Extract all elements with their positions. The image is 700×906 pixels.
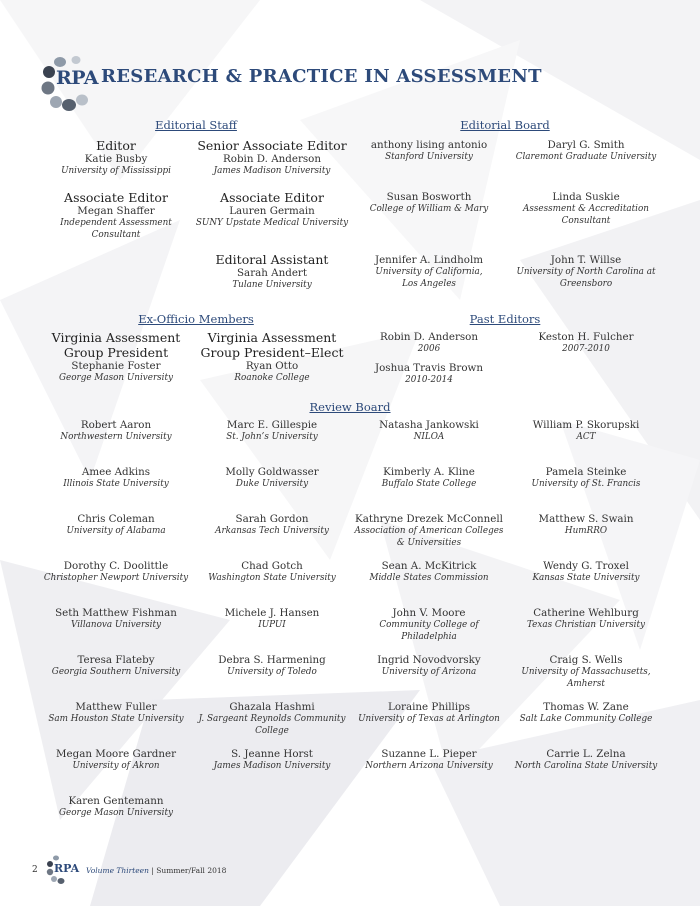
review-board-name: Craig S. Wells — [549, 654, 623, 666]
staff-name: Katie Busby — [84, 153, 148, 165]
review-board-affiliation: George Mason University — [59, 808, 173, 818]
review-board-name: Natasha Jankowski — [379, 419, 479, 431]
review-board-affiliation: Kansas State University — [532, 573, 640, 583]
review-board-name: Wendy G. Troxel — [543, 560, 629, 572]
board-name: Jennifer A. Lindholm — [374, 254, 484, 266]
review-board-name: Karen Gentemann — [68, 795, 164, 807]
review-board-entry — [354, 466, 504, 491]
review-board-entry — [354, 419, 504, 444]
staff-role: Editor — [96, 138, 136, 153]
review-board-entry — [41, 560, 191, 585]
board-entry — [516, 254, 656, 290]
staff-name: Megan Shaffer — [77, 205, 155, 217]
board-entry — [354, 139, 504, 164]
review-board-entry — [354, 513, 504, 549]
review-board-affiliation: James Madison University — [213, 761, 331, 771]
review-board-name: Seth Matthew Fishman — [55, 607, 177, 619]
staff-affiliation: Independent Assessment Consultant — [60, 218, 172, 240]
review-board-entry — [41, 795, 191, 820]
review-board-affiliation: St. John’s University — [226, 432, 318, 442]
ex-officio-entry — [197, 330, 347, 385]
staff-entry — [46, 190, 186, 241]
board-affiliation: College of William & Mary — [369, 204, 489, 214]
review-board-entry — [41, 701, 191, 726]
review-board-entry — [511, 466, 661, 491]
review-board-affiliation: Sam Houston State University — [48, 714, 184, 724]
past-editor-entry — [511, 331, 661, 356]
review-board-entry — [197, 654, 347, 679]
heading-editorial-staff: Editorial Staff — [155, 118, 237, 132]
review-board-affiliation: Villanova University — [71, 620, 161, 630]
review-board-affiliation: Buffalo State College — [381, 479, 477, 489]
past-editor-name: Keston H. Fulcher — [538, 331, 634, 343]
board-affiliation: Claremont Graduate University — [515, 152, 657, 162]
issue-info — [86, 866, 226, 875]
review-board-affiliation: Arkansas Tech University — [215, 526, 329, 536]
staff-entry — [41, 138, 191, 178]
footer-logo-text: RPA — [54, 862, 80, 875]
past-editor-name: Robin D. Anderson — [380, 331, 478, 343]
review-board-affiliation: Georgia Southern University — [51, 667, 181, 677]
staff-name: Lauren Germain — [229, 205, 315, 217]
review-board-entry — [41, 466, 191, 491]
past-editor-entry — [354, 362, 504, 387]
review-board-affiliation: Illinois State University — [63, 479, 169, 489]
review-board-name: John V. Moore — [392, 607, 466, 619]
board-name: Linda Suskie — [552, 191, 620, 203]
staff-affiliation: SUNY Upstate Medical University — [195, 218, 349, 228]
review-board-entry — [197, 748, 347, 773]
review-board-entry — [197, 513, 347, 538]
volume-label: Volume Thirteen — [86, 866, 149, 875]
review-board-affiliation: NILOA — [413, 432, 445, 442]
review-board-entry — [41, 607, 191, 632]
review-board-name: Kimberly A. Kline — [383, 466, 475, 478]
heading-review-board: Review Board — [309, 400, 391, 414]
board-entry — [354, 191, 504, 216]
past-editor-years: 2007-2010 — [562, 344, 610, 354]
review-board-affiliation: Community College of Philadelphia — [379, 620, 479, 642]
review-board-entry — [41, 513, 191, 538]
heading-past-editors: Past Editors — [469, 312, 541, 326]
review-board-name: Dorothy C. Doolittle — [63, 560, 169, 572]
board-affiliation: Assessment & Accreditation Consultant — [523, 204, 649, 226]
review-board-entry — [354, 607, 504, 643]
review-board-name: Thomas W. Zane — [543, 701, 629, 713]
review-board-name: Ghazala Hashmi — [229, 701, 315, 713]
review-board-name: Megan Moore Gardner — [55, 748, 177, 760]
review-board-affiliation: Duke University — [235, 479, 309, 489]
review-board-affiliation: University of St. Francis — [531, 479, 641, 489]
review-board-entry — [511, 419, 661, 444]
review-board-affiliation: HumRRO — [564, 526, 608, 536]
review-board-name: Sarah Gordon — [235, 513, 309, 525]
review-board-affiliation: University of Akron — [72, 761, 160, 771]
review-board-name: S. Jeanne Horst — [231, 748, 313, 760]
review-board-name: Amee Adkins — [81, 466, 151, 478]
review-board-entry — [197, 607, 347, 632]
ex-officio-affiliation: George Mason University — [59, 373, 173, 383]
review-board-entry — [511, 701, 661, 726]
review-board-entry — [511, 654, 661, 690]
staff-entry — [192, 138, 352, 178]
review-board-name: Loraine Phillips — [388, 701, 470, 713]
staff-name: Sarah Andert — [237, 267, 307, 279]
review-board-affiliation: IUPUI — [258, 620, 286, 630]
review-board-affiliation: University of Toledo — [227, 667, 317, 677]
review-board-affiliation: Northwestern University — [60, 432, 172, 442]
review-board-affiliation: North Carolina State University — [514, 761, 658, 771]
review-board-affiliation: University of Texas at Arlington — [358, 714, 500, 724]
ex-officio-role: Virginia Assessment Group President–Elect — [200, 330, 344, 360]
review-board-name: Sean A. McKitrick — [381, 560, 477, 572]
review-board-name: Molly Goldwasser — [225, 466, 319, 478]
staff-entry — [192, 252, 352, 292]
review-board-name: Robert Aaron — [80, 419, 152, 431]
logo-text: RPA — [56, 67, 98, 89]
review-board-entry — [197, 701, 347, 737]
review-board-name: Michele J. Hansen — [224, 607, 320, 619]
staff-affiliation: Tulane University — [232, 280, 312, 290]
ex-officio-entry — [41, 330, 191, 385]
review-board-entry — [354, 560, 504, 585]
review-board-affiliation: Association of American Colleges & Universities — [354, 526, 504, 548]
review-board-affiliation: Salt Lake Community College — [519, 714, 653, 724]
review-board-entry — [354, 748, 504, 773]
review-board-entry — [197, 560, 347, 585]
review-board-name: Chris Coleman — [77, 513, 155, 525]
review-board-name: Suzanne L. Pieper — [381, 748, 477, 760]
review-board-entry — [41, 654, 191, 679]
past-editor-name: Joshua Travis Brown — [374, 362, 484, 374]
review-board-affiliation: University of Alabama — [66, 526, 166, 536]
review-board-name: Ingrid Novodvorsky — [377, 654, 481, 666]
review-board-affiliation: Middle States Commission — [369, 573, 489, 583]
review-board-entry — [511, 560, 661, 585]
ex-officio-name: Stephanie Foster — [71, 360, 161, 372]
review-board-name: Teresa Flateby — [77, 654, 155, 666]
review-board-name: Matthew S. Swain — [538, 513, 634, 525]
review-board-affiliation: University of Arizona — [381, 667, 477, 677]
board-entry — [516, 191, 656, 227]
review-board-entry — [511, 607, 661, 632]
heading-editorial-board: Editorial Board — [460, 118, 550, 132]
review-board-affiliation: Washington State University — [208, 573, 336, 583]
review-board-affiliation: Northern Arizona University — [365, 761, 493, 771]
review-board-name: Matthew Fuller — [75, 701, 157, 713]
past-editor-years: 2010-2014 — [405, 375, 453, 385]
review-board-entry — [41, 419, 191, 444]
review-board-entry — [354, 701, 504, 726]
review-board-affiliation: ACT — [576, 432, 596, 442]
staff-role: Associate Editor — [220, 190, 324, 205]
review-board-affiliation: University of Massachusetts, Amherst — [521, 667, 651, 689]
review-board-entry — [197, 419, 347, 444]
review-board-entry — [41, 748, 191, 773]
past-editor-years: 2006 — [417, 344, 441, 354]
board-name: anthony lising antonio — [370, 139, 488, 151]
staff-name: Robin D. Anderson — [223, 153, 321, 165]
heading-ex-officio: Ex-Officio Members — [138, 312, 254, 326]
board-name: John T. Willse — [550, 254, 622, 266]
review-board-entry — [511, 513, 661, 538]
review-board-name: Kathryne Drezek McConnell — [355, 513, 503, 525]
staff-role: Senior Associate Editor — [197, 138, 347, 153]
board-affiliation: Stanford University — [385, 152, 473, 162]
staff-entry — [192, 190, 352, 230]
staff-role: Associate Editor — [64, 190, 168, 205]
review-board-entry — [511, 748, 661, 773]
review-board-name: Carrie L. Zelna — [546, 748, 626, 760]
review-board-name: Catherine Wehlburg — [533, 607, 639, 619]
review-board-affiliation: J. Sargeant Reynolds Community College — [198, 714, 346, 736]
board-affiliation: University of California, Los Angeles — [375, 267, 483, 289]
ex-officio-affiliation: Roanoke College — [234, 373, 310, 383]
review-board-name: Chad Gotch — [241, 560, 303, 572]
ex-officio-name: Ryan Otto — [245, 360, 299, 372]
ex-officio-role: Virginia Assessment Group President — [51, 330, 181, 360]
board-entry — [369, 254, 489, 290]
board-name: Susan Bosworth — [386, 191, 472, 203]
review-board-entry — [197, 466, 347, 491]
review-board-affiliation: Christopher Newport University — [43, 573, 189, 583]
staff-role: Editoral Assistant — [215, 252, 329, 267]
past-editor-entry — [354, 331, 504, 356]
board-affiliation: University of North Carolina at Greensboro — [516, 267, 656, 289]
review-board-entry — [354, 654, 504, 679]
staff-affiliation: James Madison University — [213, 166, 331, 176]
review-board-affiliation: Texas Christian University — [527, 620, 645, 630]
staff-affiliation: University of Mississippi — [61, 166, 171, 176]
issue-label: | Summer/Fall 2018 — [148, 866, 227, 875]
journal-title: RESEARCH & PRACTICE IN ASSESSMENT — [101, 66, 542, 87]
review-board-name: Debra S. Harmening — [218, 654, 326, 666]
board-entry — [511, 139, 661, 164]
board-name: Daryl G. Smith — [547, 139, 625, 151]
review-board-name: Marc E. Gillespie — [226, 419, 318, 431]
review-board-name: Pamela Steinke — [545, 466, 627, 478]
page-number: 2 — [32, 865, 38, 875]
review-board-name: William P. Skorupski — [532, 419, 640, 431]
